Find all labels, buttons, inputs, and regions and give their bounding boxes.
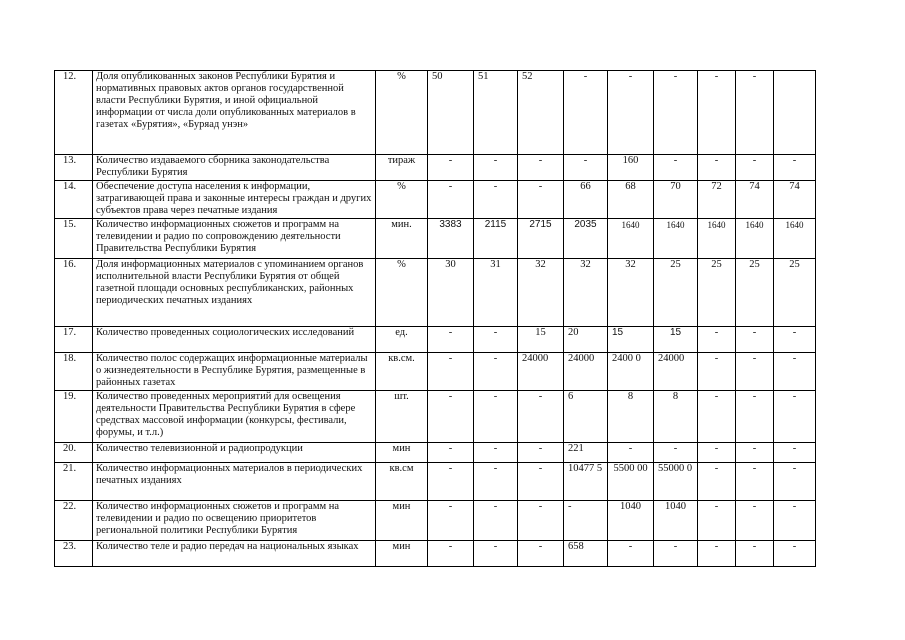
value-cell: - xyxy=(428,463,474,501)
row-number: 22. xyxy=(55,501,93,541)
value-cell: - xyxy=(698,353,736,391)
value-cell: 68 xyxy=(608,181,654,219)
value-cell: 1040 xyxy=(608,501,654,541)
value-cell: - xyxy=(518,181,564,219)
value-cell: - xyxy=(474,443,518,463)
value-cell: - xyxy=(474,541,518,567)
value-cell: 160 xyxy=(608,155,654,181)
value-cell: - xyxy=(736,501,774,541)
unit-cell: ед. xyxy=(376,327,428,353)
value-cell: - xyxy=(736,391,774,443)
value-cell: 74 xyxy=(774,181,816,219)
value-cell: - xyxy=(698,155,736,181)
value-cell: 15 xyxy=(608,327,654,353)
value-cell: - xyxy=(428,155,474,181)
value-cell: - xyxy=(474,463,518,501)
table-row xyxy=(55,391,816,443)
row-number: 15. xyxy=(55,219,93,259)
indicators-table-page xyxy=(54,70,816,567)
indicator-name: Количество информационных сюжетов и программ на телевидении и радио по сопровождению деятельности Правительства Республики Бурятия xyxy=(93,219,376,259)
value-cell: - xyxy=(736,541,774,567)
value-cell: - xyxy=(736,463,774,501)
unit-cell: мин xyxy=(376,443,428,463)
table-body xyxy=(55,71,816,567)
value-cell: - xyxy=(698,443,736,463)
value-cell: - xyxy=(774,353,816,391)
value-cell: 24000 xyxy=(518,353,564,391)
value-cell: - xyxy=(518,501,564,541)
value-cell: - xyxy=(518,443,564,463)
table-row xyxy=(55,501,816,541)
value-cell: 24000 xyxy=(654,353,698,391)
unit-cell: шт. xyxy=(376,391,428,443)
value-cell: - xyxy=(428,391,474,443)
value-cell: 70 xyxy=(654,181,698,219)
value-cell: - xyxy=(774,155,816,181)
value-cell: - xyxy=(774,501,816,541)
value-cell: 25 xyxy=(774,259,816,327)
value-cell: - xyxy=(474,353,518,391)
value-cell: 6 xyxy=(564,391,608,443)
value-cell: - xyxy=(474,155,518,181)
value-cell: - xyxy=(736,327,774,353)
value-cell: 1640 xyxy=(654,219,698,259)
value-cell: 50 xyxy=(428,71,474,155)
row-number: 17. xyxy=(55,327,93,353)
unit-cell: кв.см. xyxy=(376,353,428,391)
value-cell: - xyxy=(428,327,474,353)
value-cell: 1640 xyxy=(736,219,774,259)
value-cell: 8 xyxy=(654,391,698,443)
value-cell: 74 xyxy=(736,181,774,219)
value-cell: 32 xyxy=(518,259,564,327)
value-cell: - xyxy=(654,541,698,567)
row-number: 23. xyxy=(55,541,93,567)
indicator-name: Доля опубликованных законов Республики Бурятия и нормативных правовых актов органов государственной власти Республики Бурятия, и иной официальной информации от числа доли опубликованных материалов в газетах «Бурятия», «Буряад унэн» xyxy=(93,71,376,155)
value-cell: 72 xyxy=(698,181,736,219)
value-cell: 2115 xyxy=(474,219,518,259)
indicator-name: Количество информационных сюжетов и программ на телевидении и радио по освещению приоритетов региональной политики Республики Бурятия xyxy=(93,501,376,541)
value-cell: - xyxy=(774,391,816,443)
value-cell: - xyxy=(428,501,474,541)
value-cell: - xyxy=(774,541,816,567)
value-cell: - xyxy=(474,327,518,353)
value-cell: - xyxy=(608,71,654,155)
value-cell: - xyxy=(608,541,654,567)
indicator-name: Доля информационных материалов с упоминанием органов исполнительной власти Республики Бурятия от общей газетной площади основных республиканских, районных периодических печатных изданиях xyxy=(93,259,376,327)
table-row xyxy=(55,259,816,327)
indicator-name: Количество издаваемого сборника законодательства Республики Бурятия xyxy=(93,155,376,181)
value-cell: - xyxy=(428,181,474,219)
value-cell: 15 xyxy=(654,327,698,353)
value-cell: - xyxy=(474,181,518,219)
unit-cell: мин. xyxy=(376,219,428,259)
value-cell: - xyxy=(474,501,518,541)
value-cell: - xyxy=(518,391,564,443)
value-cell: 25 xyxy=(698,259,736,327)
row-number: 13. xyxy=(55,155,93,181)
value-cell: 1640 xyxy=(608,219,654,259)
table-row xyxy=(55,181,816,219)
value-cell: - xyxy=(698,541,736,567)
value-cell: - xyxy=(654,443,698,463)
value-cell: - xyxy=(518,541,564,567)
row-number: 19. xyxy=(55,391,93,443)
row-number: 14. xyxy=(55,181,93,219)
value-cell: 658 xyxy=(564,541,608,567)
value-cell: 32 xyxy=(608,259,654,327)
table-row xyxy=(55,219,816,259)
unit-cell: % xyxy=(376,71,428,155)
value-cell: 25 xyxy=(736,259,774,327)
unit-cell: мин xyxy=(376,501,428,541)
value-cell: 30 xyxy=(428,259,474,327)
value-cell: 2035 xyxy=(564,219,608,259)
value-cell: 2715 xyxy=(518,219,564,259)
value-cell: 1640 xyxy=(774,219,816,259)
value-cell: 20 xyxy=(564,327,608,353)
value-cell: 52 xyxy=(518,71,564,155)
value-cell: 51 xyxy=(474,71,518,155)
value-cell: - xyxy=(564,71,608,155)
value-cell: 2400 0 xyxy=(608,353,654,391)
value-cell: - xyxy=(698,501,736,541)
value-cell: 55000 0 xyxy=(654,463,698,501)
value-cell: - xyxy=(428,541,474,567)
value-cell: - xyxy=(774,463,816,501)
table-row xyxy=(55,541,816,567)
unit-cell: тираж xyxy=(376,155,428,181)
value-cell: - xyxy=(698,463,736,501)
value-cell: 221 xyxy=(564,443,608,463)
value-cell: 24000 xyxy=(564,353,608,391)
value-cell: - xyxy=(608,443,654,463)
value-cell: - xyxy=(474,391,518,443)
value-cell: - xyxy=(774,443,816,463)
row-number: 18. xyxy=(55,353,93,391)
value-cell: - xyxy=(654,71,698,155)
value-cell: - xyxy=(736,155,774,181)
value-cell: 5500 00 xyxy=(608,463,654,501)
value-cell: 10477 5 xyxy=(564,463,608,501)
row-number: 16. xyxy=(55,259,93,327)
row-number: 12. xyxy=(55,71,93,155)
value-cell: - xyxy=(698,391,736,443)
value-cell: 25 xyxy=(654,259,698,327)
value-cell: - xyxy=(518,155,564,181)
value-cell: - xyxy=(736,353,774,391)
value-cell: - xyxy=(564,501,608,541)
value-cell: 1640 xyxy=(698,219,736,259)
value-cell: 8 xyxy=(608,391,654,443)
indicator-name: Количество теле и радио передач на национальных языках xyxy=(93,541,376,567)
indicator-name: Обеспечение доступа населения к информации, затрагивающей права и законные интересы граждан и других субъектов права через печатные издания xyxy=(93,181,376,219)
table-row xyxy=(55,463,816,501)
value-cell: - xyxy=(654,155,698,181)
row-number: 20. xyxy=(55,443,93,463)
value-cell: - xyxy=(428,353,474,391)
unit-cell: кв.см xyxy=(376,463,428,501)
value-cell: - xyxy=(774,327,816,353)
indicator-name: Количество информационных материалов в периодических печатных изданиях xyxy=(93,463,376,501)
value-cell: - xyxy=(698,327,736,353)
row-number: 21. xyxy=(55,463,93,501)
value-cell: 15 xyxy=(518,327,564,353)
table-row xyxy=(55,155,816,181)
value-cell: - xyxy=(736,71,774,155)
unit-cell: % xyxy=(376,259,428,327)
indicator-name: Количество полос содержащих информационные материалы о жизнедеятельности в Республике Бурятия, размещенные в районных газетах xyxy=(93,353,376,391)
unit-cell: % xyxy=(376,181,428,219)
indicator-name: Количество телевизионной и радиопродукции xyxy=(93,443,376,463)
value-cell: - xyxy=(428,443,474,463)
table-row xyxy=(55,71,816,155)
value-cell: 31 xyxy=(474,259,518,327)
value-cell: - xyxy=(564,155,608,181)
value-cell: 32 xyxy=(564,259,608,327)
table-row xyxy=(55,443,816,463)
value-cell: 66 xyxy=(564,181,608,219)
value-cell xyxy=(774,71,816,155)
indicators-table xyxy=(54,70,816,567)
value-cell: - xyxy=(518,463,564,501)
table-row xyxy=(55,327,816,353)
value-cell: 3383 xyxy=(428,219,474,259)
table-row xyxy=(55,353,816,391)
value-cell: - xyxy=(736,443,774,463)
unit-cell: мин xyxy=(376,541,428,567)
indicator-name: Количество проведенных мероприятий для освещения деятельности Правительства Республики Бурятия в сфере средствах массовой информации (конкурсы, фестивали, форумы, и т.л.) xyxy=(93,391,376,443)
value-cell: 1040 xyxy=(654,501,698,541)
value-cell: - xyxy=(698,71,736,155)
indicator-name: Количество проведенных социологических исследований xyxy=(93,327,376,353)
